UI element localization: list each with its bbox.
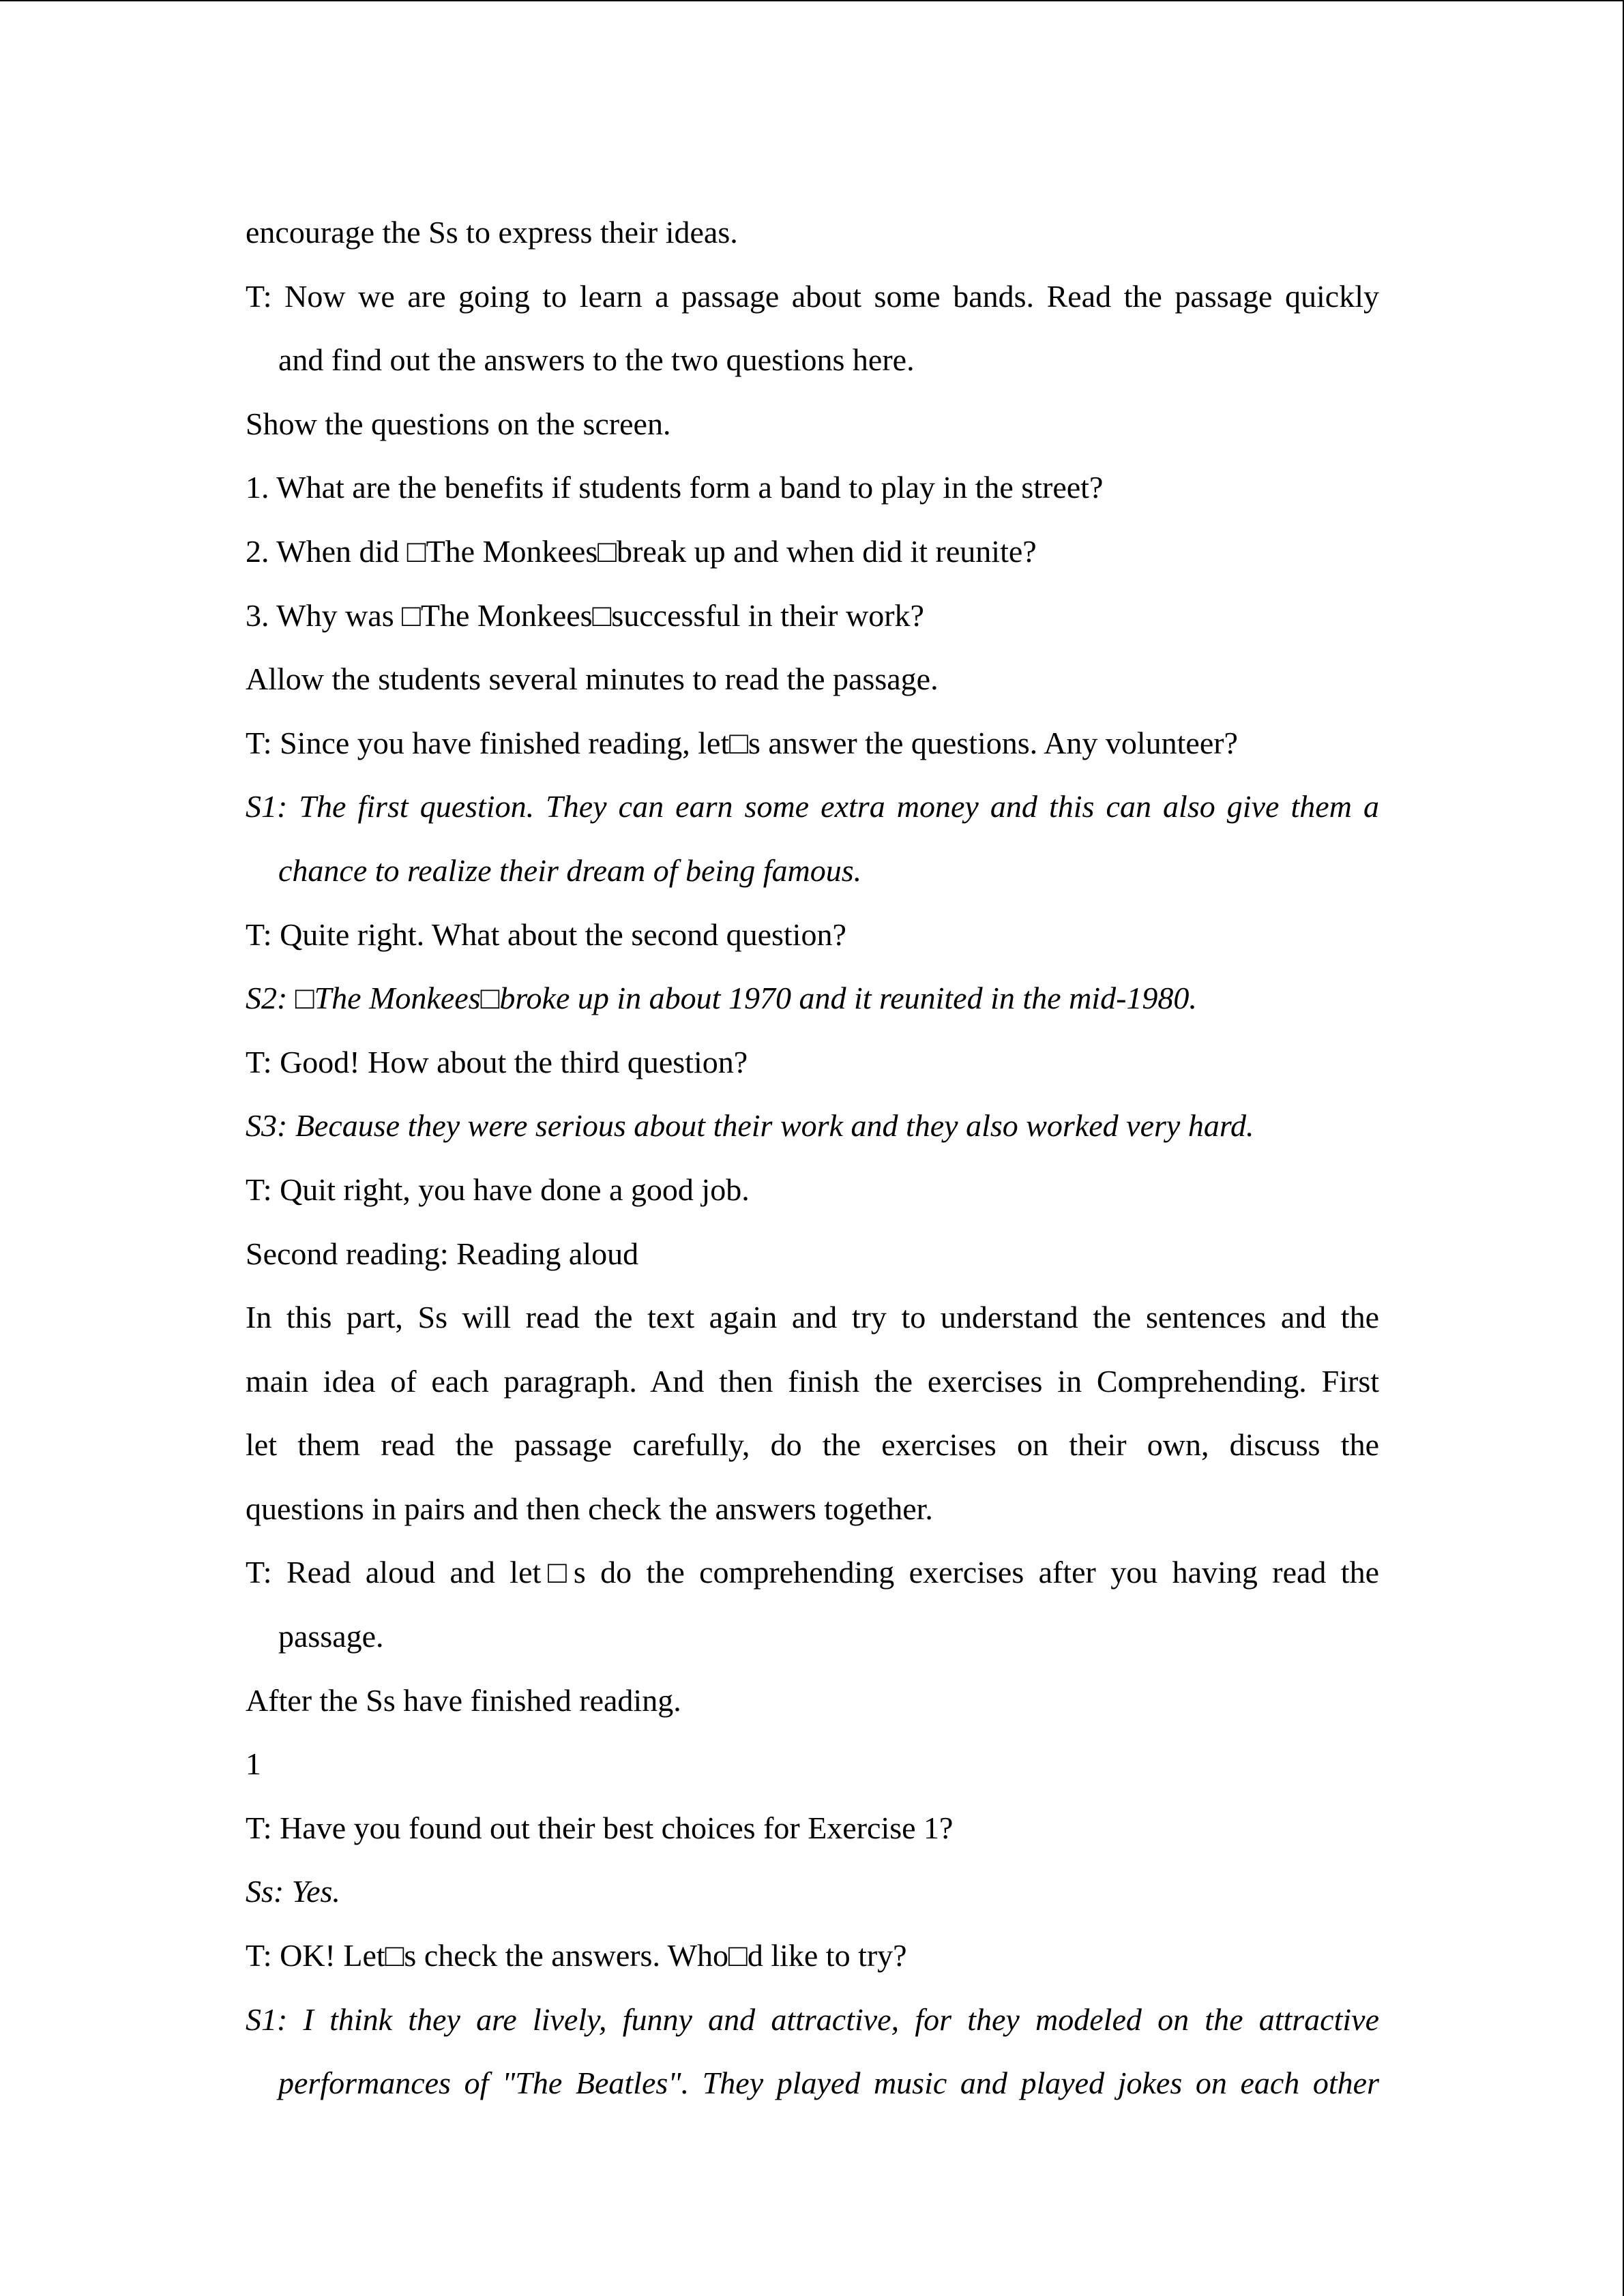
page-body: [246, 200, 1379, 2115]
text-line: main idea of each paragraph. And then finish the exercises in Comprehending. First: [246, 1363, 1379, 1399]
question-2: 2. When did □The Monkees□break up and when did it reunite?: [246, 533, 1037, 569]
question-1: 1. What are the benefits if students form a band to play in the street?: [246, 470, 1104, 505]
text-line: After the Ss have finished reading.: [246, 1682, 681, 1718]
text-line: Show the questions on the screen.: [246, 406, 671, 441]
teacher-line: T: Quite right. What about the second question?: [246, 916, 846, 952]
teacher-line: T: Good! How about the third question?: [246, 1044, 748, 1079]
student-line: S2: □The Monkees□broke up in about 1970 and it reunited in the mid-1980.: [246, 981, 1197, 1016]
teacher-line: T: Quit right, you have done a good job.: [246, 1172, 750, 1207]
text-line: questions in pairs and then check the answers together.: [246, 1491, 933, 1526]
student-line: Ss: Yes.: [246, 1874, 340, 1909]
student-line: S3: Because they were serious about their work and they also worked very hard.: [246, 1108, 1254, 1144]
student-line: performances of "The Beatles". They played music and played jokes on each other: [278, 2066, 1379, 2101]
text-line: Allow the students several minutes to read the passage.: [246, 661, 939, 697]
text-line: In this part, Ss will read the text again and try to understand the sentences and the: [246, 1300, 1379, 1335]
text-line: and find out the answers to the two questions here.: [278, 342, 915, 378]
teacher-line: T: OK! Let□s check the answers. Who□d like to try?: [246, 1938, 907, 1973]
teacher-line: T: Read aloud and let□s do the comprehending exercises after you having read the: [246, 1555, 1379, 1590]
teacher-line: T: Have you found out their best choices for Exercise 1?: [246, 1810, 954, 1845]
student-line: S1: I think they are lively, funny and attractive, for they modeled on the attractive: [246, 2001, 1379, 2037]
text-line: let them read the passage carefully, do the exercises on their own, discuss the: [246, 1427, 1379, 1463]
teacher-line: T: Since you have finished reading, let□s answer the questions. Any volunteer?: [246, 725, 1238, 760]
student-line: chance to realize their dream of being famous.: [278, 852, 862, 888]
exercise-number: 1: [246, 1746, 261, 1782]
question-3: 3. Why was □The Monkees□successful in their work?: [246, 597, 924, 633]
student-line: S1: The first question. They can earn some extra money and this can also give them a: [246, 789, 1379, 824]
section-heading: Second reading: Reading aloud: [246, 1236, 639, 1271]
text-line: encourage the Ss to express their ideas.: [246, 215, 738, 250]
teacher-line: passage.: [278, 1619, 384, 1654]
text-line: T: Now we are going to learn a passage about some bands. Read the passage quickly: [246, 278, 1379, 314]
